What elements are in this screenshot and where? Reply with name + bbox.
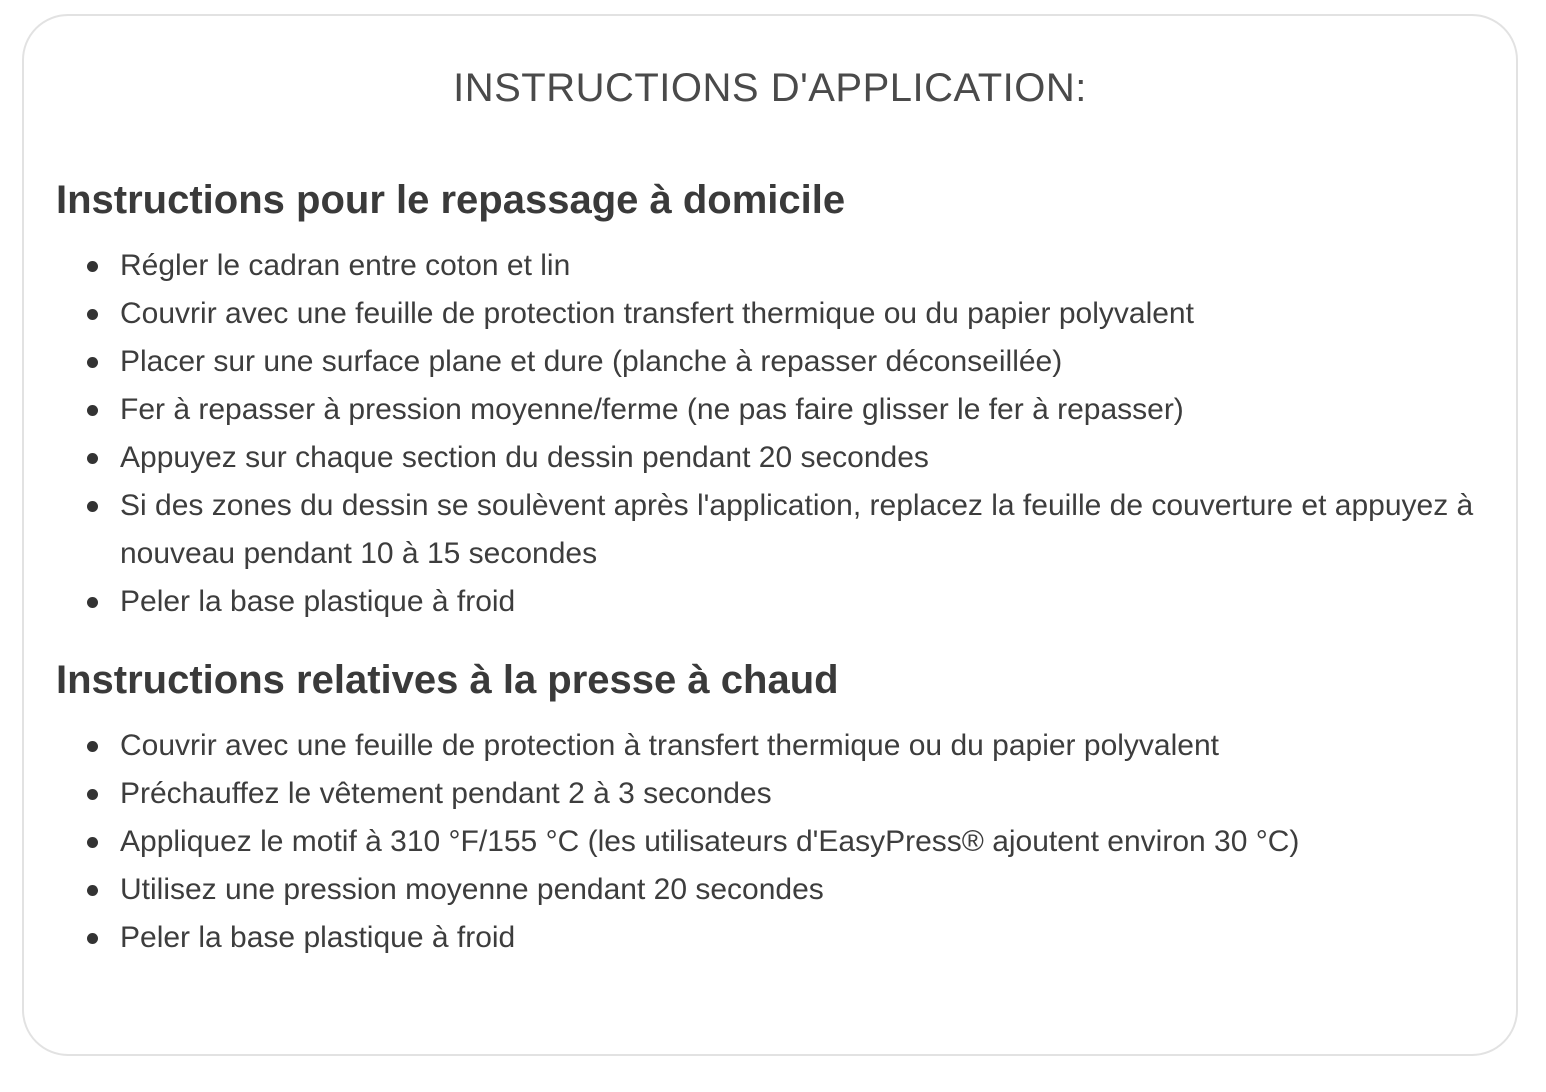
bullet-icon [87, 453, 98, 464]
bullet-icon [87, 405, 98, 416]
list-item-text: Régler le cadran entre coton et lin [120, 249, 571, 282]
bullet-icon [87, 789, 98, 800]
list-item-text: Fer à repasser à pression moyenne/ferme (ne pas faire glisser le fer à repasser) [120, 393, 1184, 426]
list-item [120, 914, 1496, 962]
bullet-icon [87, 261, 98, 272]
bullet-icon [87, 933, 98, 944]
bullet-icon [87, 309, 98, 320]
bullet-icon [87, 741, 98, 752]
bullet-icon [87, 837, 98, 848]
list-item-text: Peler la base plastique à froid [120, 585, 516, 618]
list-item-text: Préchauffez le vêtement pendant 2 à 3 secondes [120, 777, 772, 810]
home-ironing-heading: Instructions pour le repassage à domicile [56, 178, 846, 222]
bullet-icon [87, 885, 98, 896]
instructions-card [22, 14, 1518, 1056]
list-item [120, 866, 1496, 914]
list-item [120, 242, 1496, 290]
home-ironing-section [56, 174, 1496, 626]
list-item-text: Couvrir avec une feuille de protection transfert thermique ou du papier polyvalent [120, 297, 1194, 330]
list-item [120, 482, 1496, 578]
list-item [120, 290, 1496, 338]
list-item [120, 722, 1496, 770]
list-item-text: Utilisez une pression moyenne pendant 20 secondes [120, 873, 824, 906]
list-item [120, 818, 1496, 866]
bullet-icon [87, 501, 98, 512]
list-item-text: Si des zones du dessin se soulèvent après l'application, replacez la feuille de couverture et appuyez à nouveau pendant 10 à 15 secondes [120, 489, 1474, 570]
heat-press-list [56, 722, 1496, 962]
heat-press-section [56, 654, 1496, 962]
list-item-text: Peler la base plastique à froid [120, 921, 516, 954]
bullet-icon [87, 597, 98, 608]
list-item [120, 434, 1496, 482]
list-item [120, 386, 1496, 434]
list-item [120, 578, 1496, 626]
home-ironing-list [56, 242, 1496, 626]
list-item [120, 770, 1496, 818]
heat-press-heading: Instructions relatives à la presse à chaud [56, 658, 839, 702]
bullet-icon [87, 357, 98, 368]
page-title: INSTRUCTIONS D'APPLICATION: [453, 66, 1087, 110]
list-item-text: Placer sur une surface plane et dure (planche à repasser déconseillée) [120, 345, 1063, 378]
list-item [120, 338, 1496, 386]
list-item-text: Couvrir avec une feuille de protection à transfert thermique ou du papier polyvalent [120, 729, 1219, 762]
list-item-text: Appliquez le motif à 310 °F/155 °C (les utilisateurs d'EasyPress® ajoutent environ 30 °C) [120, 825, 1300, 858]
list-item-text: Appuyez sur chaque section du dessin pendant 20 secondes [120, 441, 929, 474]
